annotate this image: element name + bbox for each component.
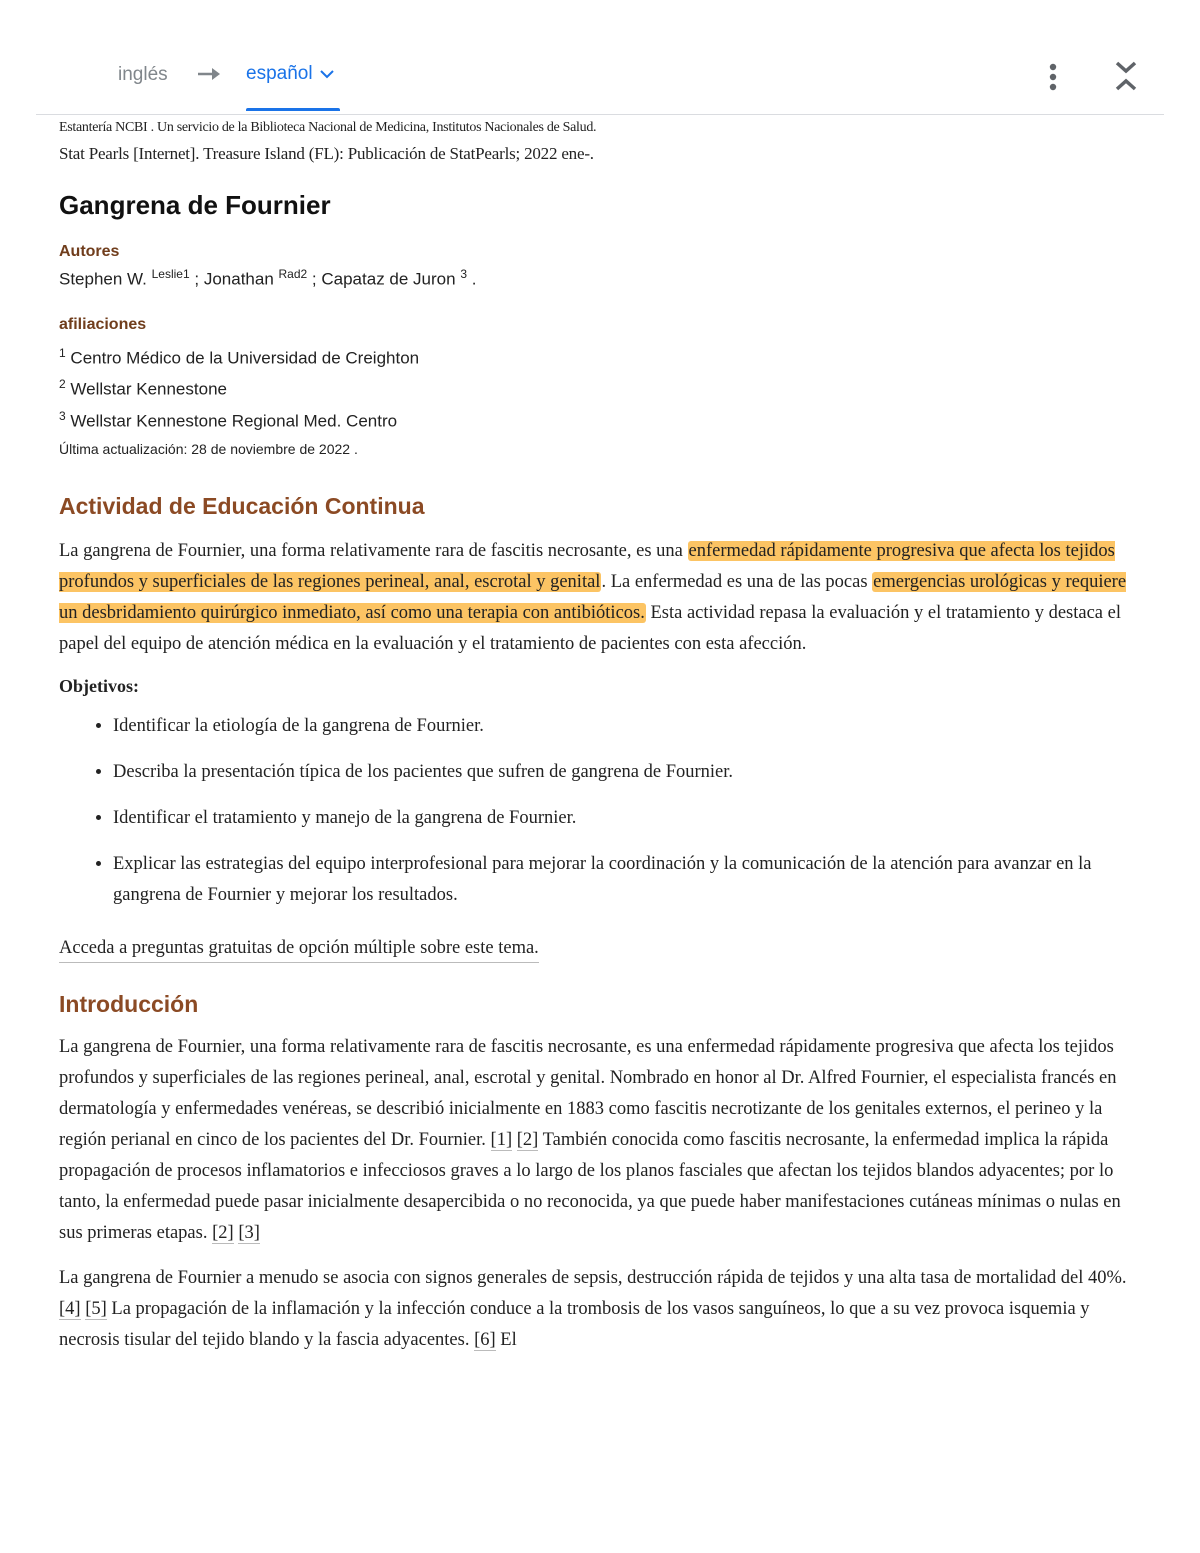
reference-link[interactable]: [6] (474, 1329, 496, 1350)
introduction-paragraph-1 (59, 1032, 1139, 1249)
reference-link[interactable]: [2] (212, 1222, 234, 1243)
arrow-right-icon (197, 63, 223, 85)
author-sup: Rad2 (278, 267, 308, 281)
text-run: Esta actividad repasa la evaluación y el tratamiento y destaca el papel del equipo de atención médica en la evaluación y el tratamiento de pacientes con esta afección. (59, 602, 1121, 654)
author-sep: . (467, 269, 477, 289)
affiliation-item (59, 403, 1139, 435)
text-run: La gangrena de Fournier, una forma relativamente rara de fascitis necrosante, es una enfermedad rápidamente progresiva que afecta los tejidos profundos y superficiales de las regiones perineal, anal, escrotal y genital. Nombrado en honor al Dr. Alfred Fournier, el especialista francés en dermatología y enfermedades venéreas, se describió inicialmente en 1883 como fascitis necrotizante de los genitales externos, el perineo y la región perianal en cinco de los pacientes del Dr. Fournier. (59, 1036, 1117, 1150)
objectives-list (59, 711, 1139, 911)
affiliation-num: 1 (59, 345, 66, 360)
author-name[interactable]: Stephen W. (59, 269, 147, 289)
highlighted-text[interactable]: enfermedad rápidamente progresiva que afecta los tejidos profundos y superficiales de las regiones perineal, anal, escrotal y genital (59, 540, 1115, 592)
affiliation-item (59, 371, 1139, 403)
introduction-heading: Introducción (59, 990, 199, 1017)
affiliation-text: Wellstar Kennestone Regional Med. Centro (70, 411, 398, 431)
affiliation-text: Wellstar Kennestone (70, 379, 227, 399)
reference-link[interactable]: [3] (238, 1222, 260, 1243)
cme-heading: Actividad de Educación Continua (59, 492, 425, 519)
affiliations-label: afiliaciones (59, 315, 147, 333)
affiliation-text: Centro Médico de la Universidad de Creighton (70, 348, 420, 368)
cme-paragraph (59, 536, 1139, 660)
objective-item: • Explicar las estrategias del equipo interprofesional para mejorar la coordinación y la comunicación de la atención para avanzar en la gangrena de Fournier y mejorar los resultados. (113, 849, 1139, 911)
reference-link[interactable]: [1] (490, 1129, 513, 1150)
objective-item: • Identificar el tratamiento y manejo de la gangrena de Fournier. (113, 803, 1139, 834)
translate-toolbar (0, 0, 1200, 115)
affiliations-list (59, 340, 1139, 435)
text-run: La gangrena de Fournier, una forma relativamente rara de fascitis necrosante, es una (59, 540, 688, 561)
author-name[interactable]: Jonathan (203, 269, 274, 289)
author-sup: 3 (460, 267, 467, 281)
author-sep: ; (307, 269, 322, 289)
authors-label: Autores (59, 243, 120, 260)
text-run: La gangrena de Fournier a menudo se asocia con signos generales de sepsis, destrucción rápida de tejidos y una alta tasa de mortalidad del 40%. (59, 1267, 1127, 1288)
objective-item: • Describa la presentación típica de los pacientes que sufren de gangrena de Fournier. (113, 757, 1139, 788)
article-content (59, 116, 1139, 1356)
ncbi-shelf-line: Estantería NCBI . Un servicio de la Biblioteca Nacional de Medicina, Institutos Nacionales de Salud. (59, 120, 597, 135)
affiliation-num: 2 (59, 377, 66, 392)
text-run: . La enfermedad es una de las pocas (601, 571, 873, 592)
reference-link[interactable]: [5] (85, 1298, 107, 1319)
more-options-icon[interactable] (1043, 62, 1063, 92)
reference-link[interactable]: [4] (59, 1298, 81, 1319)
affiliation-item (59, 340, 1139, 372)
text-run: El (495, 1329, 517, 1350)
affiliation-num: 3 (59, 408, 66, 423)
reference-link[interactable]: [2] (516, 1129, 539, 1150)
active-tab-indicator (246, 108, 340, 111)
text-run: También conocida como fascitis necrosante, la enfermedad implica la rápida propagación de procesos inflamatorios e infecciosos graves a lo largo de los planos fasciales que afectan los tejidos blandos adyacentes; por lo tanto, la enfermedad puede pasar inicialmente desapercibida o no reconocida, ya que puede haber manifestaciones cutáneas mínimas o nulas en sus primeras etapas. (59, 1129, 1121, 1243)
text-run: La propagación de la inflamación y la infección conduce a la trombosis de los vasos sanguíneos, lo que a su vez provoca isquemia y necrosis tisular del tejido blando y la fascia adyacentes. (59, 1298, 1090, 1350)
objectives-label: Objetivos: (59, 675, 139, 696)
last-updated: Última actualización: 28 de noviembre de 2022 . (59, 440, 358, 457)
source-language[interactable]: inglés (118, 64, 168, 85)
target-language-selector[interactable] (246, 63, 335, 85)
author-sup: Leslie1 (151, 267, 190, 281)
objective-item: • Identificar la etiología de la gangrena de Fournier. (113, 711, 1139, 742)
collapse-icon[interactable] (1111, 58, 1141, 94)
author-name[interactable]: Capataz de Juron (321, 269, 456, 289)
target-language-label: español (246, 63, 313, 84)
authors-list (59, 267, 1139, 290)
author-sep: ; (189, 269, 204, 289)
toolbar-divider (36, 114, 1164, 115)
article-title: Gangrena de Fournier (59, 190, 331, 220)
highlighted-text[interactable]: emergencias urológicas y requiere un desbridamiento quirúrgico inmediato, así como una terapia con antibióticos. (59, 571, 1127, 623)
introduction-paragraph-2 (59, 1263, 1139, 1356)
chevron-down-icon (319, 68, 335, 80)
free-questions-link[interactable]: Acceda a preguntas gratuitas de opción múltiple sobre este tema. (59, 934, 539, 963)
citation: Stat Pearls [Internet]. Treasure Island (FL): Publicación de StatPearls; 2022 ene-. (59, 144, 594, 163)
